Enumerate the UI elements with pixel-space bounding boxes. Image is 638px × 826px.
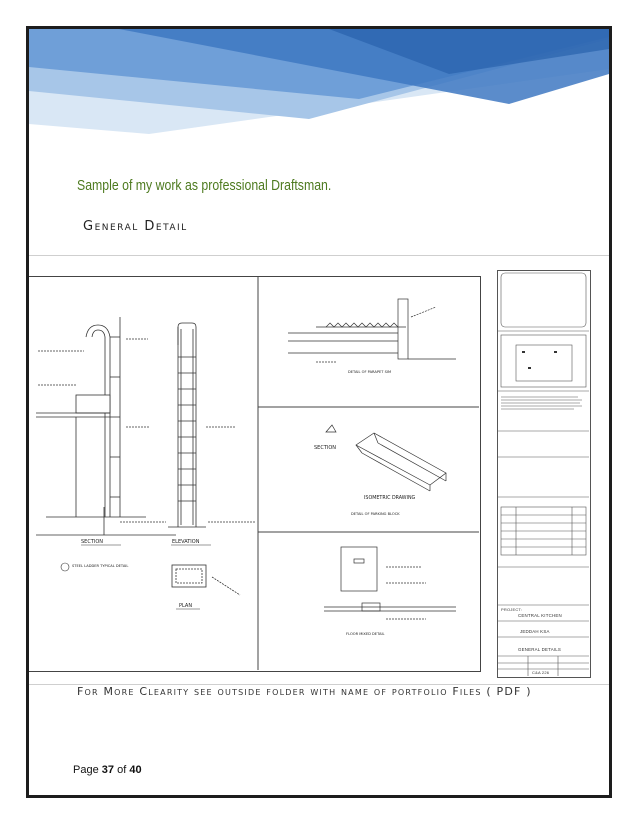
page-frame — [26, 26, 612, 798]
page-current: 37 — [101, 764, 115, 776]
title-block — [497, 270, 591, 678]
project-name: CENTRAL KITCHEN — [518, 613, 562, 618]
floor-detail — [324, 547, 456, 619]
elevation-view-label: ELEVATION — [172, 539, 200, 545]
drawing-number: C&A 226 — [532, 670, 550, 675]
parking-block-detail — [326, 425, 446, 491]
plan-view-label: PLAN — [179, 603, 193, 609]
page-number — [73, 764, 142, 776]
decorative-banner — [29, 29, 609, 139]
drawing-title: GENERAL DETAILS — [518, 647, 562, 652]
section-view-label: SECTION — [81, 539, 104, 545]
owner-location: JEDDAH KSA — [520, 629, 550, 634]
page-separator: of — [117, 764, 127, 776]
ladder-section-view — [36, 317, 176, 535]
clarity-note: For More Clearity see outside folder with name of portfolio Files ( PDF ) — [77, 685, 532, 698]
technical-drawing — [26, 277, 479, 670]
page-prefix: Page — [73, 764, 99, 776]
project-label: PROJECT: — [501, 607, 522, 612]
page-total: 40 — [129, 764, 142, 776]
drawing-area — [26, 276, 481, 672]
floor-detail-title: FLOOR MIXED DETAIL — [346, 632, 385, 636]
drawing-sheet — [26, 255, 611, 685]
parapet-detail — [288, 299, 456, 362]
iso-section-label: SECTION — [314, 445, 337, 451]
isometric-label: ISOMETRIC DRAWING — [364, 496, 416, 501]
parapet-detail-title: DETAIL OF PARAPET SIM — [348, 370, 392, 374]
section-title: General Detail — [83, 219, 188, 234]
parking-detail-title: DETAIL OF PARKING BLOCK — [351, 512, 400, 516]
ladder-plan-view — [172, 565, 240, 595]
portfolio-caption: Sample of my work as professional Draftsman. — [77, 177, 332, 194]
ladder-detail-title: STEEL LADDER TYPICAL DETAIL — [72, 564, 129, 568]
ladder-elevation-view — [168, 323, 256, 527]
